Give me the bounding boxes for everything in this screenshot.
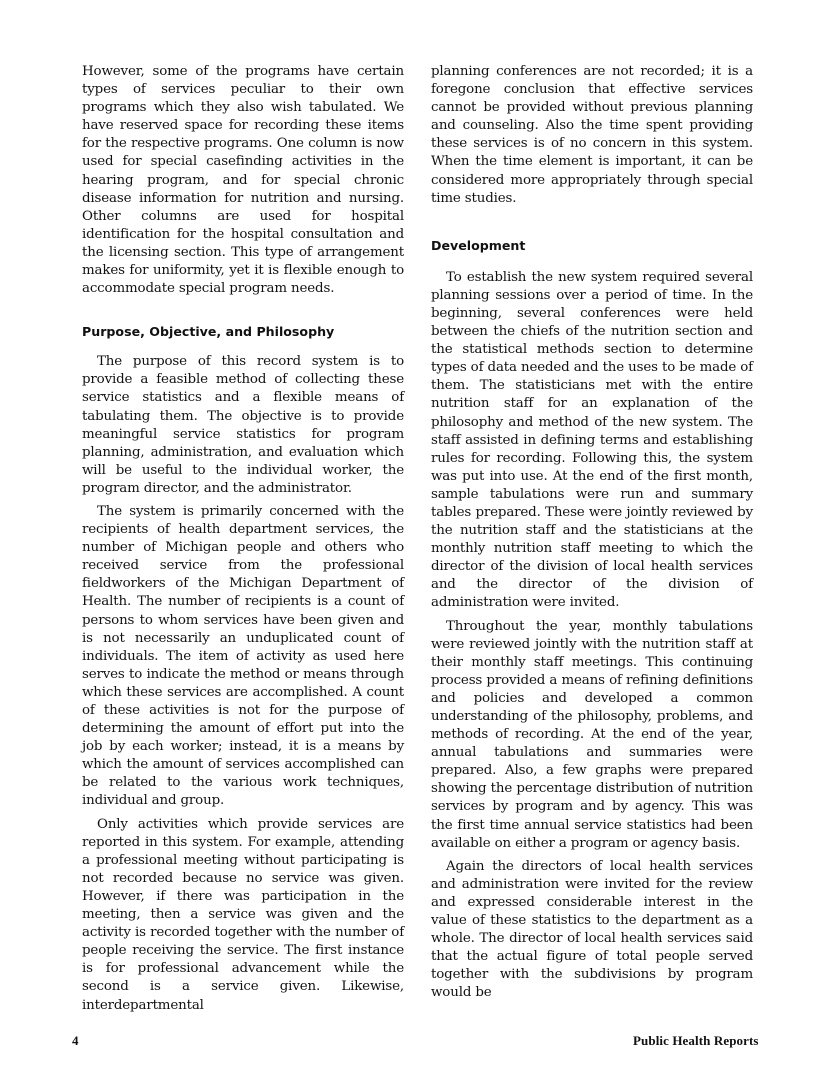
section-heading-purpose: Purpose, Objective, and Philosophy [82, 324, 335, 340]
right-paragraph-again: Again the directors of local health services and administration were invited for the review and expressed considerable interest in the value of these statistics to the department as a whole. The director of local health services said that the actual figure of total people served together with the subdivisions by program would be [431, 858, 753, 1001]
left-paragraph-activities: Only activities which provide services are reported in this system. For example, attending a professional meeting without participating is not recorded because no service was given. However, if there was participation in the meeting, then a service was given and the activity is recorded together with the number of people receiving the service. The first instance is for professional advancement while the second is a service given. Likewise, interdepartmental [82, 816, 404, 1013]
right-paragraph-continued: planning conferences are not recorded; it is a foregone conclusion that effective services cannot be provided without previous planning and counseling. Also the time spent providing these services is of no concern in this system. When the time element is important, it can be considered more appropriately through special time studies. [431, 64, 753, 206]
right-column [431, 63, 753, 1003]
section-heading-development: Development [431, 237, 526, 253]
left-paragraph-continued: However, some of the programs have certain types of services peculiar to their own programs which they also wish tabulated. We have reserved space for recording these items for the respective programs. One column is now used for special casefinding activities in the hearing program, and for special chronic disease information for nutrition and nursing. Other columns are used for hospital identification for the hospital consultation and the licensing section. This type of arrangement makes for uniformity, yet it is flexible enough to accommodate special program needs. [82, 64, 404, 297]
left-paragraph-system: The system is primarily concerned with the recipients of health department services, the number of Michigan people and others who received service from the professional fieldworkers of the Michigan Department of Health. The number of recipients is a count of persons to whom services have been given and is not necessarily an unduplicated count of individuals. The item of activity as used here serves to indicate the method or means through which these services are accomplished. A count of these activities is not for the purpose of determining the amount of effort put into the job by each worker; instead, it is a means by which the amount of services accomplished can be related to the various work techniques, individual and group. [82, 503, 404, 809]
right-paragraph-establish: To establish the new system required several planning sessions over a period of time. In the beginning, several conferences were held between the chiefs of the nutrition section and the statistical methods section to determine types of data needed and the uses to be made of them. The statisticians met with the entire nutrition staff for an explanation of the philosophy and method of the new system. The staff assisted in defining terms and establishing rules for recording. Following this, the system was put into use. At the end of the first month, sample tabulations were run and summary tables prepared. These were jointly reviewed by the nutrition staff and the statisticians at the monthly nutrition staff meeting to which the director of the division of local health services and the director of the division of administration were invited. [431, 269, 753, 611]
right-paragraph-throughout: Throughout the year, monthly tabulations were reviewed jointly with the nutrition staff at their monthly staff meetings. This continuing process provided a means of refining definitions and policies and developed a common understanding of the philosophy, problems, and methods of recording. At the end of the year, annual tabulations and summaries were prepared. Also, a few graphs were prepared showing the percentage distribution of nutrition services by program and by agency. This was the first time annual service statistics had been available on either a program or agency basis. [431, 618, 753, 851]
left-column [82, 63, 404, 1015]
journal-name: Public Health Reports [633, 1033, 759, 1048]
page-number: 4 [72, 1033, 79, 1048]
left-paragraph-purpose: The purpose of this record system is to provide a feasible method of collecting these service statistics and a flexible means of tabulating them. The objective is to provide meaningful service statistics for program planning, administration, and evaluation which will be useful to the individual worker, the program director, and the administrator. [82, 354, 404, 496]
